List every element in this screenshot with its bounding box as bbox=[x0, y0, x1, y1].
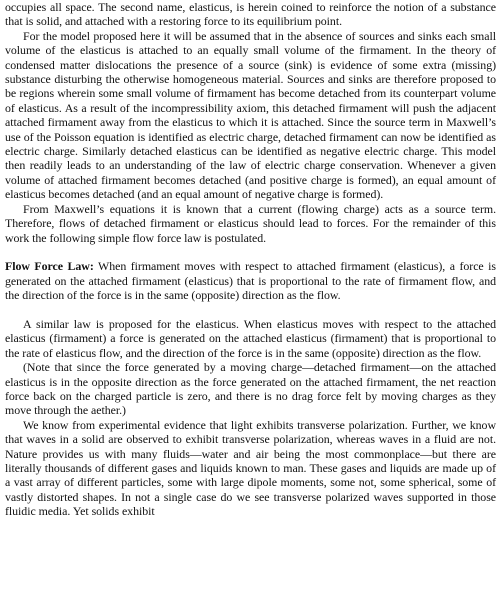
flow-force-law-text: When firmament moves with respect to attached firmament (elasticus), a force is generated on the attached firmament (elasticus) that is proportional to the rate of firmament flow, and the direction of the force is in the same (opposite) direction as the flow. bbox=[5, 259, 497, 303]
paragraph-model-sources-sinks: For the model proposed here it will be assumed that in the absence of sources and sinks each small volume of the elasticus is attached to an equally small volume of the firmament. In the theory of condensed matter dislocations the presence of a source (sink) is evidence of some extra (missing) substance disturbing the otherwise homogeneous material. Sources and sinks are therefore proposed to be regions wherein some small volume of firmament has become detached from its counterpart volume of elasticus. As a result of the incompressibility axiom, this detached firmament will push the adjacent attached firmament away from the elasticus to which it is attached. Since the source term in Maxwell’s use of the Poisson equation is identified as electric charge, detached firmament can now be identified as electric charge. Similarly detached elasticus can be identified as negative electric charge. This model then readily leads to an understanding of the law of electric charge conservation. Whenever a given volume of attached firmament becomes detached (and positive charge is formed), an equal amount of elasticus becomes detached (and an equal amount of negative charge is formed). bbox=[5, 28, 496, 202]
paragraph-elasticus-definition: occupies all space. The second name, elasticus, is herein coined to reinforce the notion of a substance that is solid, and attached with a restoring force to its equilibrium point. bbox=[5, 0, 496, 29]
paragraph-elasticus-law: A similar law is proposed for the elasticus. When elasticus moves with respect to the attached elasticus (firmament) a force is generated on the attached elasticus (firmament) that is proportional to the rate of elasticus flow, and the direction of the force is in the same (opposite) direction as the flow. bbox=[5, 316, 496, 360]
flow-force-law-label: Flow Force Law: bbox=[5, 259, 94, 274]
paragraph-maxwell-flow: From Maxwell’s equations it is known that a current (flowing charge) acts as a source term. Therefore, flows of detached firmament or elasticus should lead to forces. For the remainder of this work the following simple flow force law is postulated. bbox=[5, 201, 496, 245]
paragraph-note-drag: (Note that since the force generated by a moving charge—detached firmament—on the attached elasticus is in the opposite direction as the force generated on the attached firmament, the net reaction force back on the charged particle is zero, and there is no drag force felt by moving charges as they move through the aether.) bbox=[5, 360, 496, 418]
document-page bbox=[5, 0, 496, 519]
paragraph-transverse-polarization: We know from experimental evidence that light exhibits transverse polarization. Further, we know that waves in a solid are observed to exhibit transverse polarization, whereas waves in a fluid are not. Nature provides us with many fluids—water and air being the most commonplace—but there are literally thousands of different gases and liquids known to man. These gases and liquids are made up of a vast array of different particles, some with large dipole moments, some not, some spherical, some of vastly distorted shapes. In not a single case do we see transverse polarized waves supported in those fluidic media. Yet solids exhibit bbox=[5, 417, 496, 519]
paragraph-flow-force-law bbox=[5, 259, 496, 302]
